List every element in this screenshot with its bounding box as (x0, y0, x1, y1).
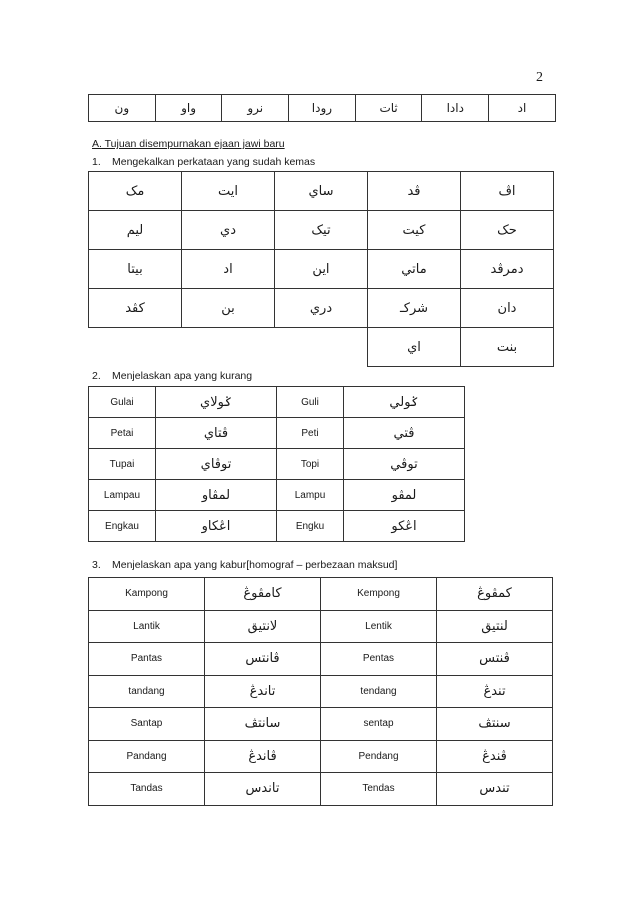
section-1-heading (92, 156, 315, 168)
jawi-word: اڠکاو (156, 511, 277, 542)
section-2-heading (92, 370, 252, 382)
latin-word: Tendas (321, 773, 437, 806)
table-row (89, 250, 554, 289)
table-row (89, 740, 553, 773)
table-cell: دادا (422, 95, 489, 122)
table-row (89, 643, 553, 676)
jawi-word: تندس (437, 773, 553, 806)
table-row (89, 95, 556, 122)
latin-word: Pandang (89, 740, 205, 773)
jawi-word: ڤتي (344, 418, 465, 449)
jawi-word: سانتڤ (205, 708, 321, 741)
latin-word: Topi (277, 449, 344, 480)
latin-word: Lentik (321, 610, 437, 643)
table-cell: بن (182, 289, 275, 328)
latin-word: Lantik (89, 610, 205, 643)
latin-word: Tandas (89, 773, 205, 806)
latin-word: tandang (89, 675, 205, 708)
jawi-word: لمڤو (344, 480, 465, 511)
jawi-word: لانتيق (205, 610, 321, 643)
table-row (89, 708, 553, 741)
table-cell: اي (368, 328, 461, 367)
table-cell: ايت (182, 172, 275, 211)
jawi-word: اڠکو (344, 511, 465, 542)
section-title: Menjelaskan apa yang kurang (112, 370, 253, 382)
section-3-heading (92, 559, 397, 571)
latin-word: Gulai (89, 387, 156, 418)
homograf-words-table (88, 577, 553, 806)
table-row (89, 328, 554, 367)
jawi-word: كمڤوڠ (437, 578, 553, 611)
table-cell: کيت (368, 211, 461, 250)
jawi-word: تاندس (205, 773, 321, 806)
section-title: Menjelaskan apa yang kabur[homograf – perbezaan maksud] (112, 559, 398, 571)
table-cell: ماتي (368, 250, 461, 289)
latin-word: Pantas (89, 643, 205, 676)
table-row (89, 387, 465, 418)
table-row (89, 289, 554, 328)
table-cell: اڤ (461, 172, 554, 211)
table-cell: نرو (222, 95, 289, 122)
table-cell: دري (275, 289, 368, 328)
table-cell: ليم (89, 211, 182, 250)
table-row (89, 172, 554, 211)
table-row (89, 211, 554, 250)
letter-example-table (88, 94, 556, 122)
table-cell: ڤد (368, 172, 461, 211)
latin-word: Kempong (321, 578, 437, 611)
jawi-word: لنتيق (437, 610, 553, 643)
jawi-word: تندڠ (437, 675, 553, 708)
table-cell: اين (275, 250, 368, 289)
jawi-word: توڤاي (156, 449, 277, 480)
table-cell: دمرڤد (461, 250, 554, 289)
table-row (89, 675, 553, 708)
table-row (89, 480, 465, 511)
jawi-word: ڤندڠ (437, 740, 553, 773)
latin-word: Tupai (89, 449, 156, 480)
table-cell: رودا (289, 95, 356, 122)
table-row (89, 773, 553, 806)
table-cell: ثات (355, 95, 422, 122)
section-number: 3. (92, 559, 101, 571)
jawi-word: لمڤاو (156, 480, 277, 511)
table-cell: ساي (275, 172, 368, 211)
empty-cell (89, 328, 182, 367)
jawi-word: ڤاندڠ (205, 740, 321, 773)
section-title: Mengekalkan perkataan yang sudah kemas (112, 156, 316, 168)
table-cell: دي (182, 211, 275, 250)
table-cell: مک (89, 172, 182, 211)
table-cell: حک (461, 211, 554, 250)
latin-word: Petai (89, 418, 156, 449)
table-cell: اد (182, 250, 275, 289)
latin-word: Kampong (89, 578, 205, 611)
table-cell: واو (155, 95, 222, 122)
latin-word: Engku (277, 511, 344, 542)
jawi-word: ڤتاي (156, 418, 277, 449)
table-cell: كڤد (89, 289, 182, 328)
section-number: 2. (92, 370, 101, 382)
latin-word: Pendang (321, 740, 437, 773)
latin-word: Pentas (321, 643, 437, 676)
jawi-word: ڤنتس (437, 643, 553, 676)
jawi-word: كامڤوڠ (205, 578, 321, 611)
table-row (89, 511, 465, 542)
jawi-word: ڤانتس (205, 643, 321, 676)
latin-word: tendang (321, 675, 437, 708)
table-cell: دان (461, 289, 554, 328)
jawi-word: تاندڠ (205, 675, 321, 708)
kurang-words-table (88, 386, 465, 542)
jawi-word: ݢولاي (156, 387, 277, 418)
table-cell: اد (489, 95, 556, 122)
section-number: 1. (92, 156, 101, 168)
latin-word: Guli (277, 387, 344, 418)
empty-cell (275, 328, 368, 367)
latin-word: Lampau (89, 480, 156, 511)
latin-word: Peti (277, 418, 344, 449)
latin-word: Lampu (277, 480, 344, 511)
table-row (89, 418, 465, 449)
table-row (89, 449, 465, 480)
jawi-word: سنتڤ (437, 708, 553, 741)
latin-word: Engkau (89, 511, 156, 542)
jawi-word: ݢولي (344, 387, 465, 418)
table-cell: شرکـ (368, 289, 461, 328)
table-cell: ون (89, 95, 156, 122)
page-number: 2 (536, 70, 543, 85)
table-cell: بنت (461, 328, 554, 367)
table-cell: بيتا (89, 250, 182, 289)
table-row (89, 578, 553, 611)
latin-word: sentap (321, 708, 437, 741)
jawi-word: توڤي (344, 449, 465, 480)
table-row (89, 610, 553, 643)
table-cell: تيک (275, 211, 368, 250)
section-a-heading: A. Tujuan disempurnakan ejaan jawi baru (92, 138, 285, 150)
latin-word: Santap (89, 708, 205, 741)
empty-cell (182, 328, 275, 367)
kemas-words-table (88, 171, 554, 367)
